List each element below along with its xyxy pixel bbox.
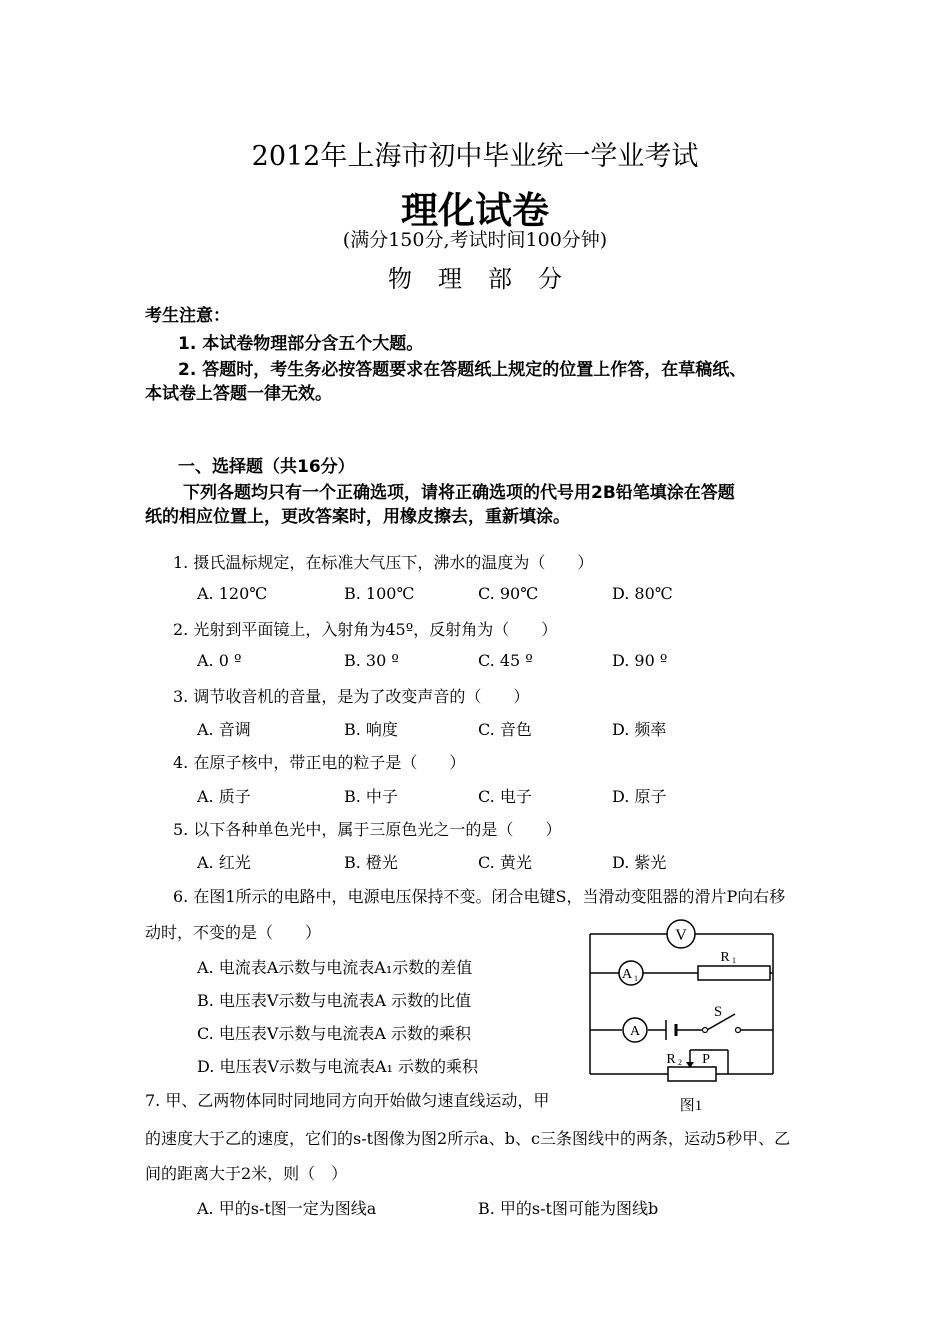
option-c: C. 90℃ <box>478 584 539 603</box>
option-b: B. 电压表V示数与电流表A 示数的比值 <box>197 991 472 1010</box>
full-score-note: (满分150分,考试时间100分钟) <box>342 229 608 251</box>
part1-instructions: 下列各题均只有一个正确选项，请将正确选项的代号用2B铅笔填涂在答题 <box>183 483 735 503</box>
option-d: D. 90 º <box>612 651 668 670</box>
option-a: A. 甲的s-t图一定为图线a <box>197 1199 377 1218</box>
question-stem: 7. 甲、乙两物体同时同地同方向开始做匀速直线运动，甲 <box>145 1091 550 1110</box>
option-b: B. 甲的s-t图可能为图线b <box>478 1199 659 1218</box>
question-stem: 1. 摄氏温标规定，在标准大气压下，沸水的温度为（ ） <box>173 553 594 572</box>
option-d: D. 紫光 <box>612 853 667 872</box>
rheostat-r2-icon <box>668 1067 716 1081</box>
option-b: B. 中子 <box>344 787 398 806</box>
option-b: B. 100℃ <box>344 584 415 603</box>
question-stem-cont: 间的距离大于2米，则（ ） <box>145 1164 348 1183</box>
option-b: B. 橙光 <box>344 853 398 872</box>
circuit-wires <box>590 934 773 1074</box>
slider-p-label: P <box>702 1052 710 1067</box>
option-c: C. 电压表V示数与电流表A 示数的乘积 <box>197 1024 472 1043</box>
resistor-r1-label: R <box>720 950 730 965</box>
rheostat-r2-subscript: 2 <box>678 1058 682 1067</box>
option-c: C. 音色 <box>478 720 532 739</box>
resistor-r1-subscript: 1 <box>732 956 736 965</box>
circuit-diagram <box>580 912 785 1117</box>
switch-contact-icon <box>736 1028 741 1033</box>
question-stem: 2. 光射到平面镜上，入射角为45º，反射角为（ ） <box>173 620 558 639</box>
figure-caption: 图1 <box>679 1098 703 1114</box>
ammeter-a-label: A <box>629 1024 641 1039</box>
option-a: A. 音调 <box>197 720 251 739</box>
option-d: D. 频率 <box>612 720 667 739</box>
question-stem-cont: 动时，不变的是（ ） <box>145 923 322 942</box>
rheostat-r2-label: R <box>666 1052 676 1067</box>
notice-item-1: 1. 本试卷物理部分含五个大题。 <box>178 334 424 354</box>
option-d: D. 原子 <box>612 787 667 806</box>
switch-label: S <box>713 1004 723 1020</box>
option-c: C. 黄光 <box>478 853 532 872</box>
option-d: D. 电压表V示数与电流表A₁ 示数的乘积 <box>197 1057 479 1076</box>
exam-subject: 理化试卷 <box>401 189 549 232</box>
option-d: D. 80℃ <box>612 584 673 603</box>
ammeter-a1-label: A <box>621 967 633 982</box>
option-a: A. 电流表A示数与电流表A₁示数的差值 <box>197 958 473 977</box>
option-a: A. 质子 <box>197 787 251 806</box>
question-stem: 6. 在图1所示的电路中，电源电压保持不变。闭合电键S，当滑动变阻器的滑片P向右移 <box>173 887 786 906</box>
part1-instructions-cont: 纸的相应位置上，更改答案时，用橡皮擦去，重新填涂。 <box>145 507 570 527</box>
question-stem: 4. 在原子核中，带正电的粒子是（ ） <box>173 753 466 772</box>
option-b: B. 响度 <box>344 720 398 739</box>
voltmeter-label: V <box>675 927 687 944</box>
part1-heading: 一、选择题（共16分） <box>178 457 355 477</box>
switch-contact-icon <box>703 1028 708 1033</box>
resistor-r1-icon <box>698 966 770 980</box>
ammeter-a1-subscript: 1 <box>634 974 638 983</box>
option-a: A. 120℃ <box>197 584 268 603</box>
notice-heading: 考生注意： <box>145 306 230 326</box>
notice-item-2: 2. 答题时，考生务必按答题要求在答题纸上规定的位置上作答，在草稿纸、 <box>178 360 747 380</box>
option-c: C. 45 º <box>478 651 533 670</box>
option-c: C. 电子 <box>478 787 532 806</box>
option-a: A. 0 º <box>197 651 242 670</box>
question-stem-cont: 的速度大于乙的速度，它们的s-t图像为图2所示a、b、c三条图线中的两条，运动5秒甲、乙 <box>145 1129 791 1148</box>
question-stem: 5. 以下各种单色光中，属于三原色光之一的是（ ） <box>173 820 562 839</box>
exam-title: 2012年上海市初中毕业统一学业考试 <box>251 141 699 172</box>
notice-item-2-cont: 本试卷上答题一律无效。 <box>145 384 332 404</box>
question-stem: 3. 调节收音机的音量，是为了改变声音的（ ） <box>173 687 530 706</box>
option-b: B. 30 º <box>344 651 399 670</box>
option-a: A. 红光 <box>197 853 251 872</box>
section-title: 物理部分 <box>388 265 588 293</box>
